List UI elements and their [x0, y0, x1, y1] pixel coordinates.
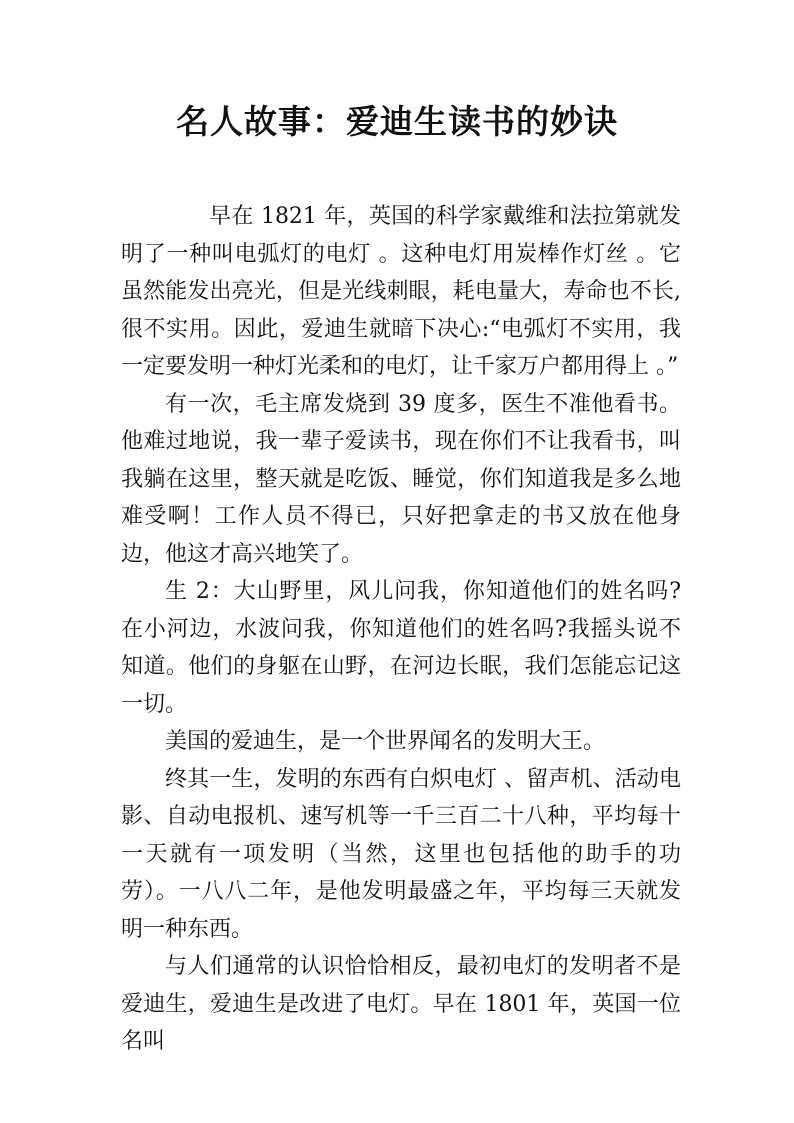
paragraph-4: 美国的爱迪生，是一个世界闻名的发明大王。	[165, 729, 606, 754]
paragraph-2: 有一次，毛主席发烧到 39 度多，医生不准他看书。他难过地说，我一辈子爱读书，现在你们不让我看书，叫我躺在这里，整天就是吃饭、睡觉，你们知道我是多么地难受啊！工作人员不得已，只好把拿走的书又放在他身边，他这才高兴地笑了。	[121, 391, 681, 567]
paragraph-1: 早在 1821 年，英国的科学家戴维和法拉第就发明了一种叫电弧灯的电灯 。这种电灯用炭棒作灯丝 。它虽然能发出亮光，但是光线刺眼，耗电量大，寿命也不长,很不实用。因此，爱迪生就暗下决心:“电弧灯不实用，我一定要发明一种灯光柔和的电灯，让千家万户都用得上 。”	[121, 204, 681, 379]
paragraph-3: 生 2：大山野里，风儿问我，你知道他们的姓名吗?在小河边，水波问我，你知道他们的姓名吗?我摇头说不知道。他们的身躯在山野，在河边长眠，我们怎能忘记这一切。	[121, 579, 681, 717]
paragraph-5: 终其一生，发明的东西有白炽电灯 、留声机、活动电影、自动电报机、速写机等一千三百二十八种，平均每十一天就有一项发明（当然，这里也包括他的助手的功劳）。一八八二年，是他发明最盛之年，平均每三天就发明一种东西。	[121, 766, 681, 942]
paragraph-6: 与人们通常的认识恰恰相反，最初电灯的发明者不是爱迪生，爱迪生是改进了电灯。早在 1801 年，英国一位名叫	[121, 954, 681, 1054]
document-title: 名人故事：爱迪生读书的妙诀	[176, 102, 618, 141]
document-body	[121, 198, 681, 1061]
